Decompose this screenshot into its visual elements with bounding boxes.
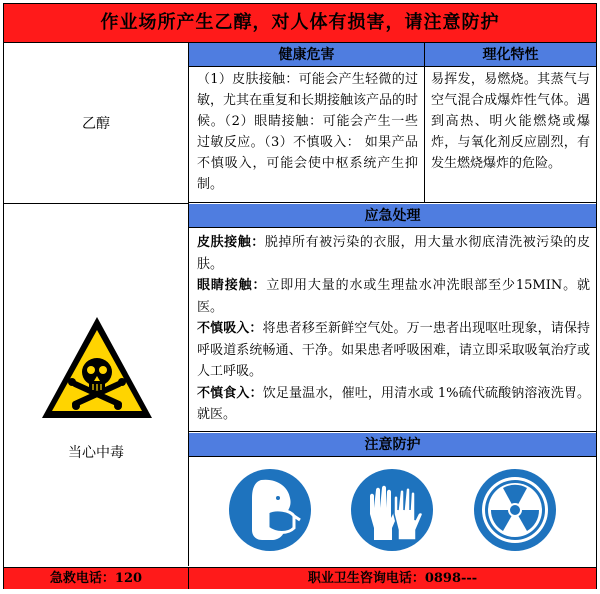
emergency-item-eye: 眼睛接触：立即用大量的水或生理盐水冲洗眼部至少15MIN。就医。 — [197, 278, 590, 315]
protection-icons-row — [189, 457, 596, 566]
substance-name: 乙醇 — [82, 116, 110, 132]
consult-phone: 职业卫生咨询电话：0898--- — [307, 571, 478, 586]
emergency-item-skin: 皮肤接触：脱掉所有被污染的衣服，用大量水彻底清洗被污染的皮肤。 — [197, 235, 590, 272]
emergency-item-ingestion: 不慎食入：饮足量温水，催吐，用清水或 1%硫代硫酸钠溶液洗胃。就医。 — [197, 385, 590, 422]
emergency-item-inhalation: 不慎吸入：将患者移至新鲜空气处。万一患者出现呕吐现象，请保持呼吸道系统畅通、干净。如果患者呼吸困难，请立即采取吸氧治疗或人工呼吸。 — [197, 321, 590, 379]
health-hazard-header: 健康危害 — [189, 43, 425, 67]
chemical-properties-text: 易挥发，易燃烧。其蒸气与空气混合成爆炸性气体。遇到高热、明火能燃烧或爆炸，与氧化剂反应剧烈，有发生燃烧爆炸的危险。 — [425, 67, 596, 203]
warning-sign-cell — [4, 204, 189, 566]
respirator-mask-icon — [228, 468, 312, 556]
warning-caption: 当心中毒 — [68, 445, 124, 461]
protective-gloves-icon — [350, 468, 434, 556]
emergency-phone: 急救电话：120 — [4, 568, 189, 589]
page-title: 作业场所产生乙醇，对人体有损害，请注意防护 — [4, 4, 596, 43]
ventilation-fan-icon — [473, 468, 557, 556]
protection-header: 注意防护 — [189, 433, 596, 457]
chemical-properties-header: 理化特性 — [425, 43, 596, 67]
emergency-header: 应急处理 — [189, 204, 596, 228]
hazard-notice-card — [3, 3, 597, 589]
footer-bar — [4, 567, 596, 589]
emergency-instructions — [189, 228, 596, 432]
substance-name-cell — [4, 43, 189, 204]
toxic-skull-warning-icon — [39, 314, 155, 426]
health-hazard-text: （1）皮肤接触：可能会产生轻微的过敏，尤其在重复和长期接触该产品的时候。（2）眼睛接触：可能会产生一些过敏反应。（3）不慎吸入： 如果产品不慎吸入，可能会使中枢系统产生抑制。 — [189, 67, 425, 203]
